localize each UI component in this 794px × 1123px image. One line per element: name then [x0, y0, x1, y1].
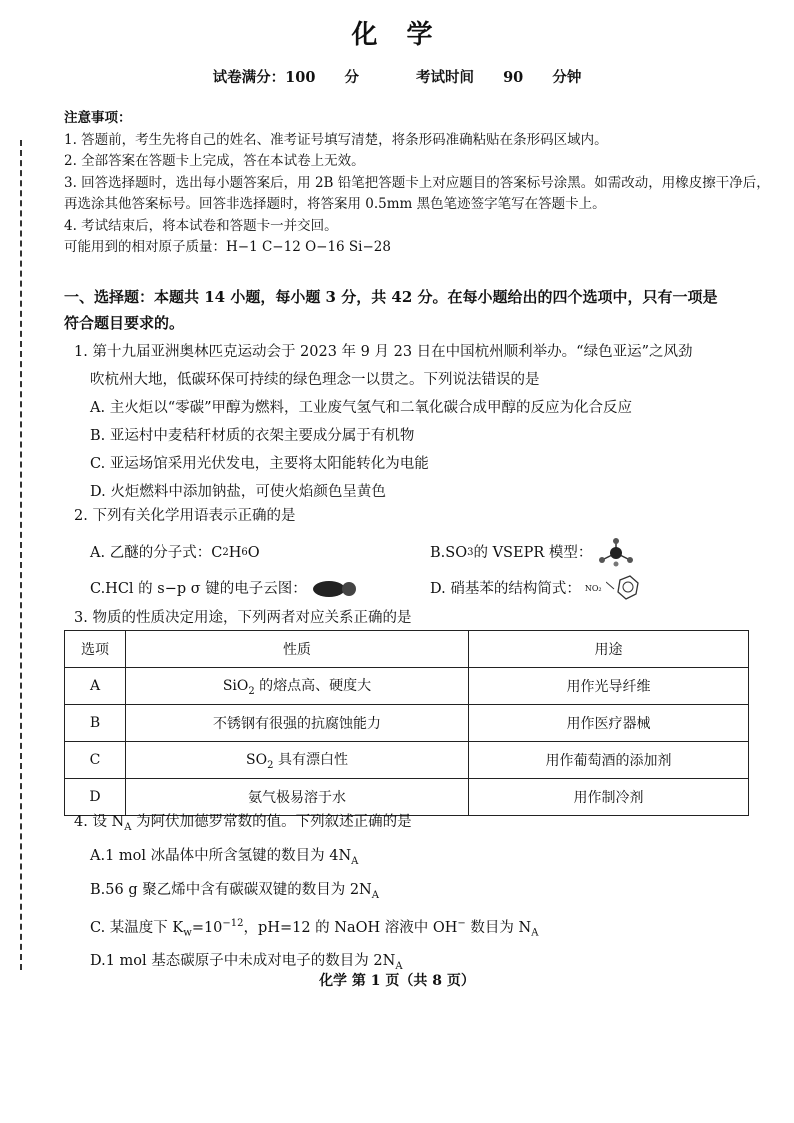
table-row: D 氨气极易溶于水 用作制冷剂 [65, 779, 749, 816]
q2-option-c: C.HCl 的 s−p σ 键的电子云图： [74, 574, 414, 604]
table-row: C $SO_2$ 具有漂白性 用作葡萄酒的添加剂 [65, 742, 749, 779]
instructions-heading: 注意事项： [64, 110, 132, 126]
benzene-ring-image [606, 574, 640, 604]
full-score: 试卷满分：100 分 [212, 69, 359, 86]
properties-table [64, 630, 749, 816]
q4-option-a: A.1 mol 冰晶体中所含氢键的数目为 $4N_A$ [90, 847, 359, 867]
instruction-item: 再选涂其他答案标号。回答非选择题时，将答案用 0.5mm 黑色笔迹签字笔写在答题卡上。 [64, 196, 606, 212]
instruction-item: 1. 答题前，考生先将自己的姓名、准考证号填写清楚，将条形码准确粘贴在条形码区域内。 [64, 131, 608, 148]
q1-option-d: D. 火炬燃料中添加钠盐，可使火焰颜色呈黄色 [90, 484, 386, 500]
table-header-row: 选项 性质 用途 [65, 631, 749, 668]
q1-option-a: A. 主火炬以“零碳”甲醇为燃料，工业废气氢气和二氧化碳合成甲醇的反应为化合反应 [90, 400, 633, 416]
q1-option-c: C. 亚运场馆采用光伏发电，主要将太阳能转化为电能 [90, 456, 429, 472]
q4-option-d: D.1 mol 基态碳原子中未成对电子的数目为 $2N_A$ [90, 953, 403, 973]
q4-option-b: B.56 g 聚乙烯中含有碳碳双键的数目为 $2N_A$ [90, 881, 379, 901]
instruction-item: 2. 全部答案在答题卡上完成，答在本试卷上无效。 [64, 153, 365, 169]
table-row: B 不锈钢有很强的抗腐蚀能力 用作医疗器械 [65, 705, 749, 742]
instruction-item: 4. 考试结束后，将本试卷和答题卡一并交回。 [64, 217, 338, 234]
atomic-mass-line: 可能用到的相对原子质量：H−1 C−12 O−16 Si−28 [64, 239, 391, 255]
q2-option-a: A. 乙醚的分子式： C 2 H 6 O [90, 545, 260, 561]
q4-option-c: C. 某温度下 $K_w=10^{-12}$，pH=12 的 NaOH 溶液中 OH− 数目为 $N_A$ [90, 917, 539, 939]
question-2: 2. 下列有关化学用语表示正确的是 A. 乙醚的分子式： C 2 H 6 O B.SO 3 的 VSEPR 模型： C.HCl 的 s−p σ 键的电子云图： D. 硝基苯的结构简式： NO₂ [74, 502, 754, 604]
section-heading: 一、选择题：本题共 14 小题，每小题 3 分，共 42 分。在每小题给出的四个选项中，只有一项是 符合题目要求的。 [64, 288, 718, 332]
question-1: 1. 第十九届亚洲奥林匹克运动会于 2023 年 9 月 23 日在中国杭州顺利举办。“绿色亚运”之风劲 吹杭州大地，低碳环保可持续的绿色理念一以贯之。下列说法错误的是 A. 主火炬以“零碳”甲醇为燃料，工业废气氢气和二氧化碳合成甲醇的反应为化合反应 B. 亚运村中麦秸秆材质的衣架主要成分属于有机物 C. 亚运场馆采用光伏发电，主要将太阳能转化为电能 D. 火炬燃料中添加钠盐，可使火焰颜色呈黄色 [74, 338, 754, 506]
question-4: 4. 设 $N_A$ 为阿伏加德罗常数的值。下列叙述正确的是 A.1 mol 冰晶体中所含氢键的数目为 $4N_A$ B.56 g 聚乙烯中含有碳碳双键的数目为 $2N_A$ C. 某温度下 $K_w=10^{-12}$，pH=12 的 NaOH 溶液中 OH− 数目为 $N_A$ D.1 mol 基态碳原子中未成对电子的数目为 $2N_A$ [74, 808, 754, 981]
electron-cloud-image [311, 579, 359, 599]
question-3: 3. 物质的性质决定用途，下列两者对应关系正确的是 [74, 610, 412, 626]
page-footer: 化学 第 1 页（共 8 页） [319, 973, 475, 989]
q1-option-b: B. 亚运村中麦秸秆材质的衣架主要成分属于有机物 [90, 428, 415, 444]
table-row: A SiO$_2$ 的熔点高、硬度大 用作光导纤维 [65, 668, 749, 705]
exam-info [0, 66, 794, 87]
instruction-item: 3. 回答选择题时，选出每小题答案后，用 2B 铅笔把答题卡上对应题目的答案标号涂黑。如需改动，用橡皮擦干净后， [64, 174, 770, 191]
exam-time: 考试时间 90 分钟 [416, 69, 582, 86]
instructions [64, 108, 770, 259]
q2-option-b: B.SO 3 的 VSEPR 模型： [414, 538, 754, 568]
q2-option-d: D. 硝基苯的结构简式： NO₂ [414, 574, 754, 604]
page-title: 化 学 [351, 20, 443, 50]
binding-dashed-line [20, 140, 22, 970]
vsepr-model-image [596, 538, 636, 568]
